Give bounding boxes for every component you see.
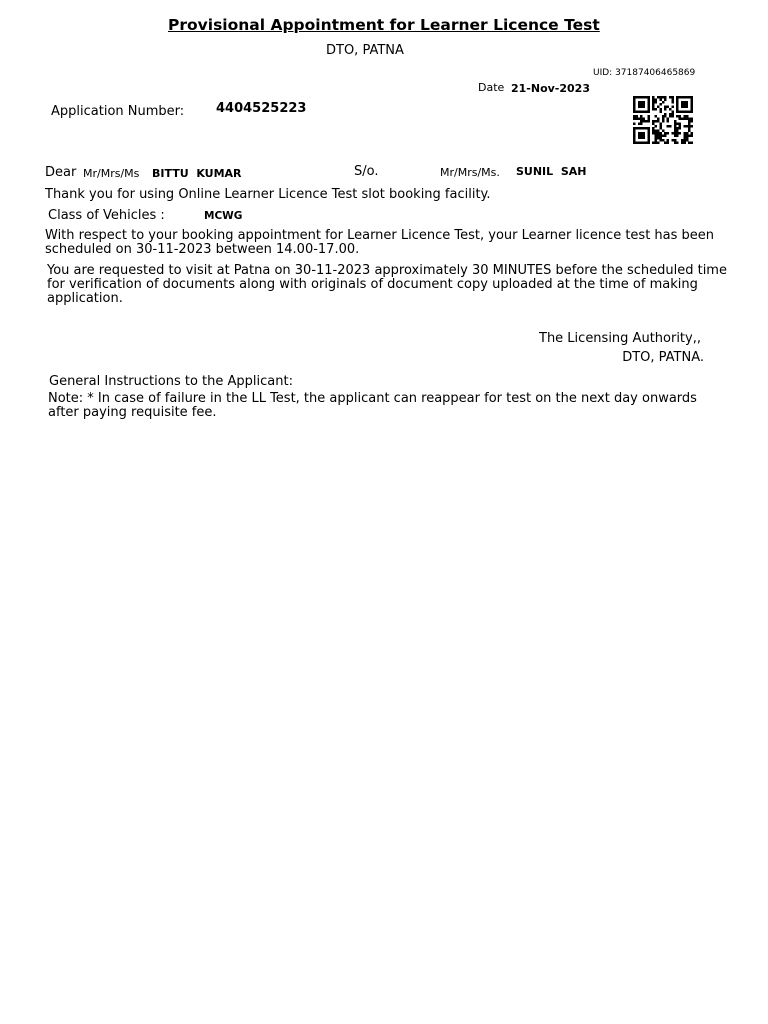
qr-code-icon [633, 96, 693, 144]
visit-paragraph: You are requested to visit at Patna on 30-11-2023 approximately 30 MINUTES before the scheduled time for verification of documents along with originals of document copy uploaded at the time of making application. [47, 263, 727, 306]
parent-salutation: Mr/Mrs/Ms. [440, 166, 500, 179]
application-number-value: 4404525223 [216, 101, 307, 116]
applicant-salutation: Mr/Mrs/Ms [83, 167, 140, 180]
signature-authority: The Licensing Authority,, [539, 331, 701, 346]
relation-label: S/o. [354, 164, 379, 179]
application-number-label: Application Number: [51, 104, 185, 119]
instructions-title: General Instructions to the Applicant: [49, 374, 293, 389]
vehicle-class-label: Class of Vehicles : [48, 208, 165, 223]
office-name: DTO, PATNA [326, 43, 404, 58]
applicant-name: BITTU KUMAR [152, 167, 242, 180]
page-title: Provisional Appointment for Learner Licence Test [168, 16, 600, 34]
instructions-note: Note: * In case of failure in the LL Test, the applicant can reappear for test on the next day onwards after paying requisite fee. [48, 391, 697, 420]
vehicle-class-value: MCWG [204, 210, 243, 222]
schedule-paragraph: With respect to your booking appointment for Learner Licence Test, your Learner licence test has been scheduled on 30-11-2023 between 14.00-17.00. [45, 228, 715, 257]
date-label: Date [478, 81, 505, 94]
uid-text: UID: 37187406465869 [593, 68, 696, 78]
date-value: 21-Nov-2023 [511, 82, 590, 95]
signature-office: DTO, PATNA. [622, 350, 704, 365]
thanks-text: Thank you for using Online Learner Licence Test slot booking facility. [45, 187, 491, 202]
parent-name: SUNIL SAH [516, 165, 587, 178]
dear-label: Dear [45, 165, 77, 180]
